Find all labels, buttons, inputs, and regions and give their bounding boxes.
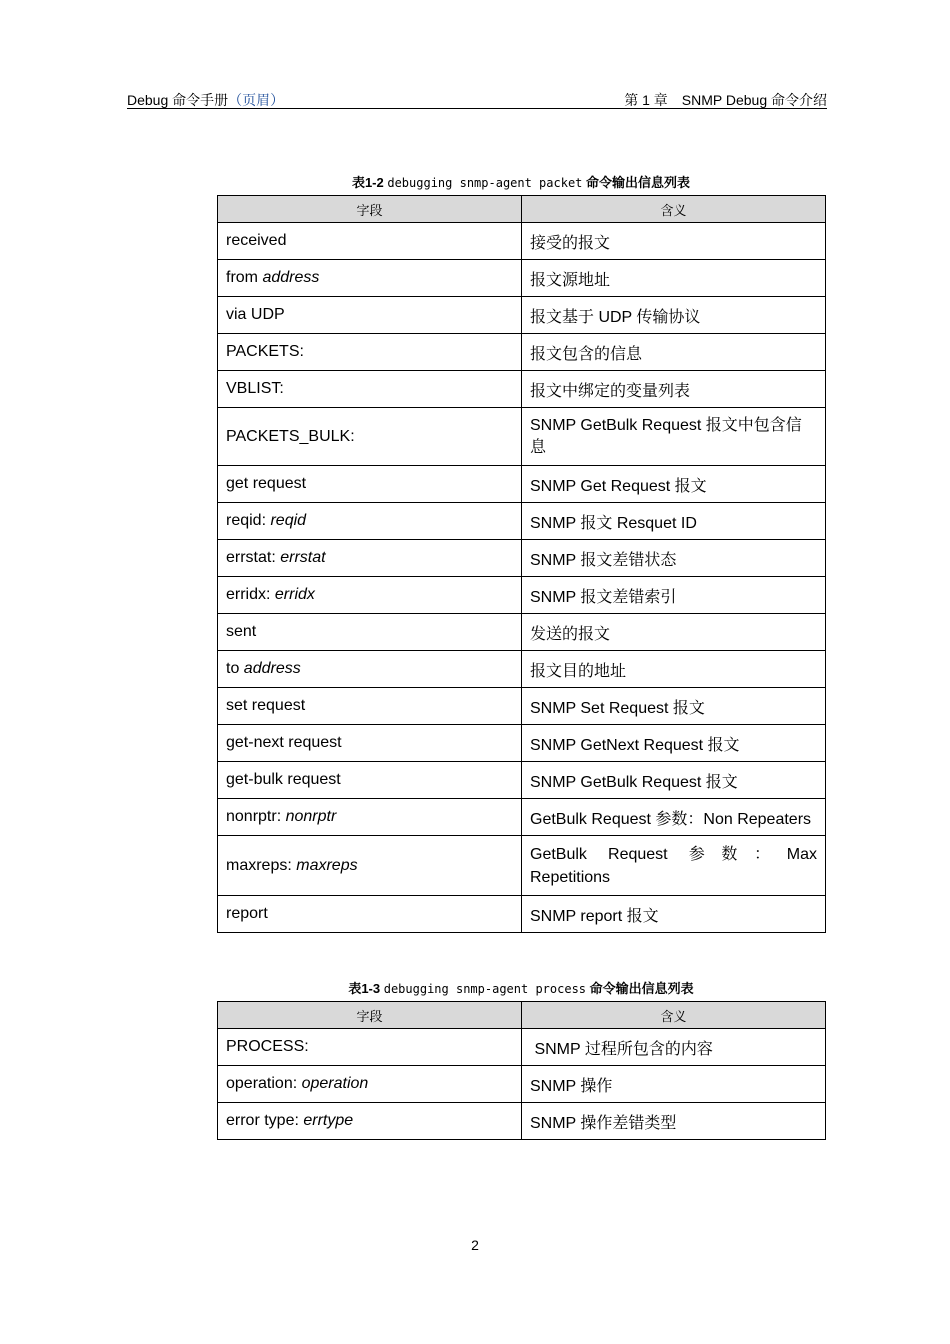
field-text: PROCESS: [226, 1038, 309, 1055]
field-cell [218, 577, 522, 614]
meaning-cell: 报文中绑定的变量列表 [522, 371, 826, 408]
meaning-cell: SNMP 操作 [522, 1066, 826, 1103]
page-number: 2 [471, 1237, 479, 1253]
field-text: reqid: [226, 512, 271, 529]
field-cell [218, 614, 522, 651]
table2-caption-command: debugging snmp-agent process [383, 982, 587, 996]
field-cell [218, 334, 522, 371]
table-row [218, 1029, 826, 1066]
meaning-cell: SNMP GetNext Request 报文 [522, 725, 826, 762]
header-manual-title [127, 90, 284, 110]
field-text: PACKETS_BULK: [226, 427, 355, 445]
table-row [218, 725, 826, 762]
packet-fields-table [217, 195, 826, 933]
table-header-row [218, 1002, 826, 1029]
header-note: （页眉） [228, 92, 285, 108]
meaning-cell: SNMP GetBulk Request 报文中包含信息 [522, 408, 826, 466]
table2-caption [217, 978, 825, 997]
field-cell [218, 260, 522, 297]
field-cell [218, 836, 522, 896]
field-cell [218, 1066, 522, 1103]
table-row [218, 297, 826, 334]
page-header [127, 88, 827, 109]
meaning-cell: 报文包含的信息 [522, 334, 826, 371]
field-argument: operation [301, 1075, 369, 1092]
meaning-cell: SNMP Get Request 报文 [522, 466, 826, 503]
field-text: nonrptr: [226, 808, 286, 825]
header-manual-name: Debug 命令手册 [127, 92, 229, 108]
table1-caption-number: 表1-2 [351, 175, 388, 190]
meaning-cell: SNMP 报文差错状态 [522, 540, 826, 577]
field-cell [218, 651, 522, 688]
meaning-cell: SNMP 报文 Resquet ID [522, 503, 826, 540]
table-row [218, 577, 826, 614]
column-header-field: 字段 [218, 1002, 522, 1029]
meaning-cell: SNMP GetBulk Request 报文 [522, 762, 826, 799]
field-cell [218, 799, 522, 836]
field-argument: address [243, 660, 301, 677]
meaning-cell: SNMP 操作差错类型 [522, 1103, 826, 1140]
meaning-cell: GetBulk Request 参数：Max Repetitions [522, 836, 826, 896]
column-header-meaning: 含义 [522, 196, 826, 223]
field-text: get-bulk request [226, 771, 341, 788]
field-cell [218, 408, 522, 466]
field-text: set request [226, 697, 306, 714]
field-text: PACKETS: [226, 343, 304, 360]
meaning-cell: SNMP 报文差错索引 [522, 577, 826, 614]
field-text: VBLIST: [226, 380, 284, 397]
field-text: via UDP [226, 306, 285, 323]
field-cell [218, 725, 522, 762]
table2-caption-text: 命令输出信息列表 [586, 981, 694, 996]
table-header-row [218, 196, 826, 223]
field-cell [218, 540, 522, 577]
field-text: received [226, 232, 287, 249]
table1-caption [217, 172, 825, 191]
table-row [218, 371, 826, 408]
meaning-cell: 接受的报文 [522, 223, 826, 260]
table-row [218, 540, 826, 577]
field-text: maxreps: [226, 857, 297, 874]
column-header-meaning: 含义 [522, 1002, 826, 1029]
field-cell [218, 466, 522, 503]
meaning-cell: SNMP Set Request 报文 [522, 688, 826, 725]
table-row [218, 762, 826, 799]
table2-caption-number: 表1-3 [348, 981, 384, 996]
field-cell [218, 688, 522, 725]
field-text: get-next request [226, 734, 342, 751]
column-header-field: 字段 [218, 196, 522, 223]
table-row [218, 614, 826, 651]
field-text: from [226, 269, 263, 286]
field-cell [218, 1103, 522, 1140]
field-argument: errstat [280, 549, 326, 566]
field-argument: nonrptr [285, 808, 337, 825]
field-argument: erridx [274, 586, 315, 603]
table-row [218, 466, 826, 503]
table-row [218, 688, 826, 725]
table-row [218, 223, 826, 260]
table-row [218, 896, 826, 933]
field-text: to [226, 660, 244, 677]
field-text: erridx: [226, 586, 275, 603]
table-row [218, 799, 826, 836]
field-text: operation: [226, 1075, 302, 1092]
field-text: sent [226, 623, 257, 640]
field-cell [218, 371, 522, 408]
field-argument: address [262, 269, 320, 286]
table-row [218, 503, 826, 540]
meaning-cell: GetBulk Request 参数：Non Repeaters [522, 799, 826, 836]
field-argument: reqid [270, 512, 307, 529]
field-text: report [226, 905, 268, 922]
field-argument: errtype [303, 1112, 354, 1129]
field-cell [218, 896, 522, 933]
table1-caption-text: 命令输出信息列表 [582, 175, 691, 190]
header-chapter-title: 第 1 章 SNMP Debug 命令介绍 [624, 92, 827, 108]
field-cell [218, 762, 522, 799]
meaning-cell: 报文源地址 [522, 260, 826, 297]
table-row [218, 408, 826, 466]
field-cell [218, 503, 522, 540]
table-row [218, 836, 826, 896]
meaning-cell: 报文基于 UDP 传输协议 [522, 297, 826, 334]
meaning-cell: 发送的报文 [522, 614, 826, 651]
field-text: error type: [226, 1112, 304, 1129]
field-cell [218, 223, 522, 260]
meaning-cell: 报文目的地址 [522, 651, 826, 688]
table-row [218, 260, 826, 297]
field-cell [218, 1029, 522, 1066]
field-argument: maxreps [296, 857, 358, 874]
field-cell [218, 297, 522, 334]
process-fields-table [217, 1001, 826, 1140]
field-text: errstat: [226, 549, 281, 566]
table-row [218, 1066, 826, 1103]
table-row [218, 1103, 826, 1140]
table1-caption-command: debugging snmp-agent packet [387, 176, 583, 190]
table-row [218, 651, 826, 688]
table-row [218, 334, 826, 371]
field-text: get request [226, 475, 307, 492]
meaning-cell: SNMP report 报文 [522, 896, 826, 933]
meaning-cell: SNMP 过程所包含的内容 [522, 1029, 826, 1066]
